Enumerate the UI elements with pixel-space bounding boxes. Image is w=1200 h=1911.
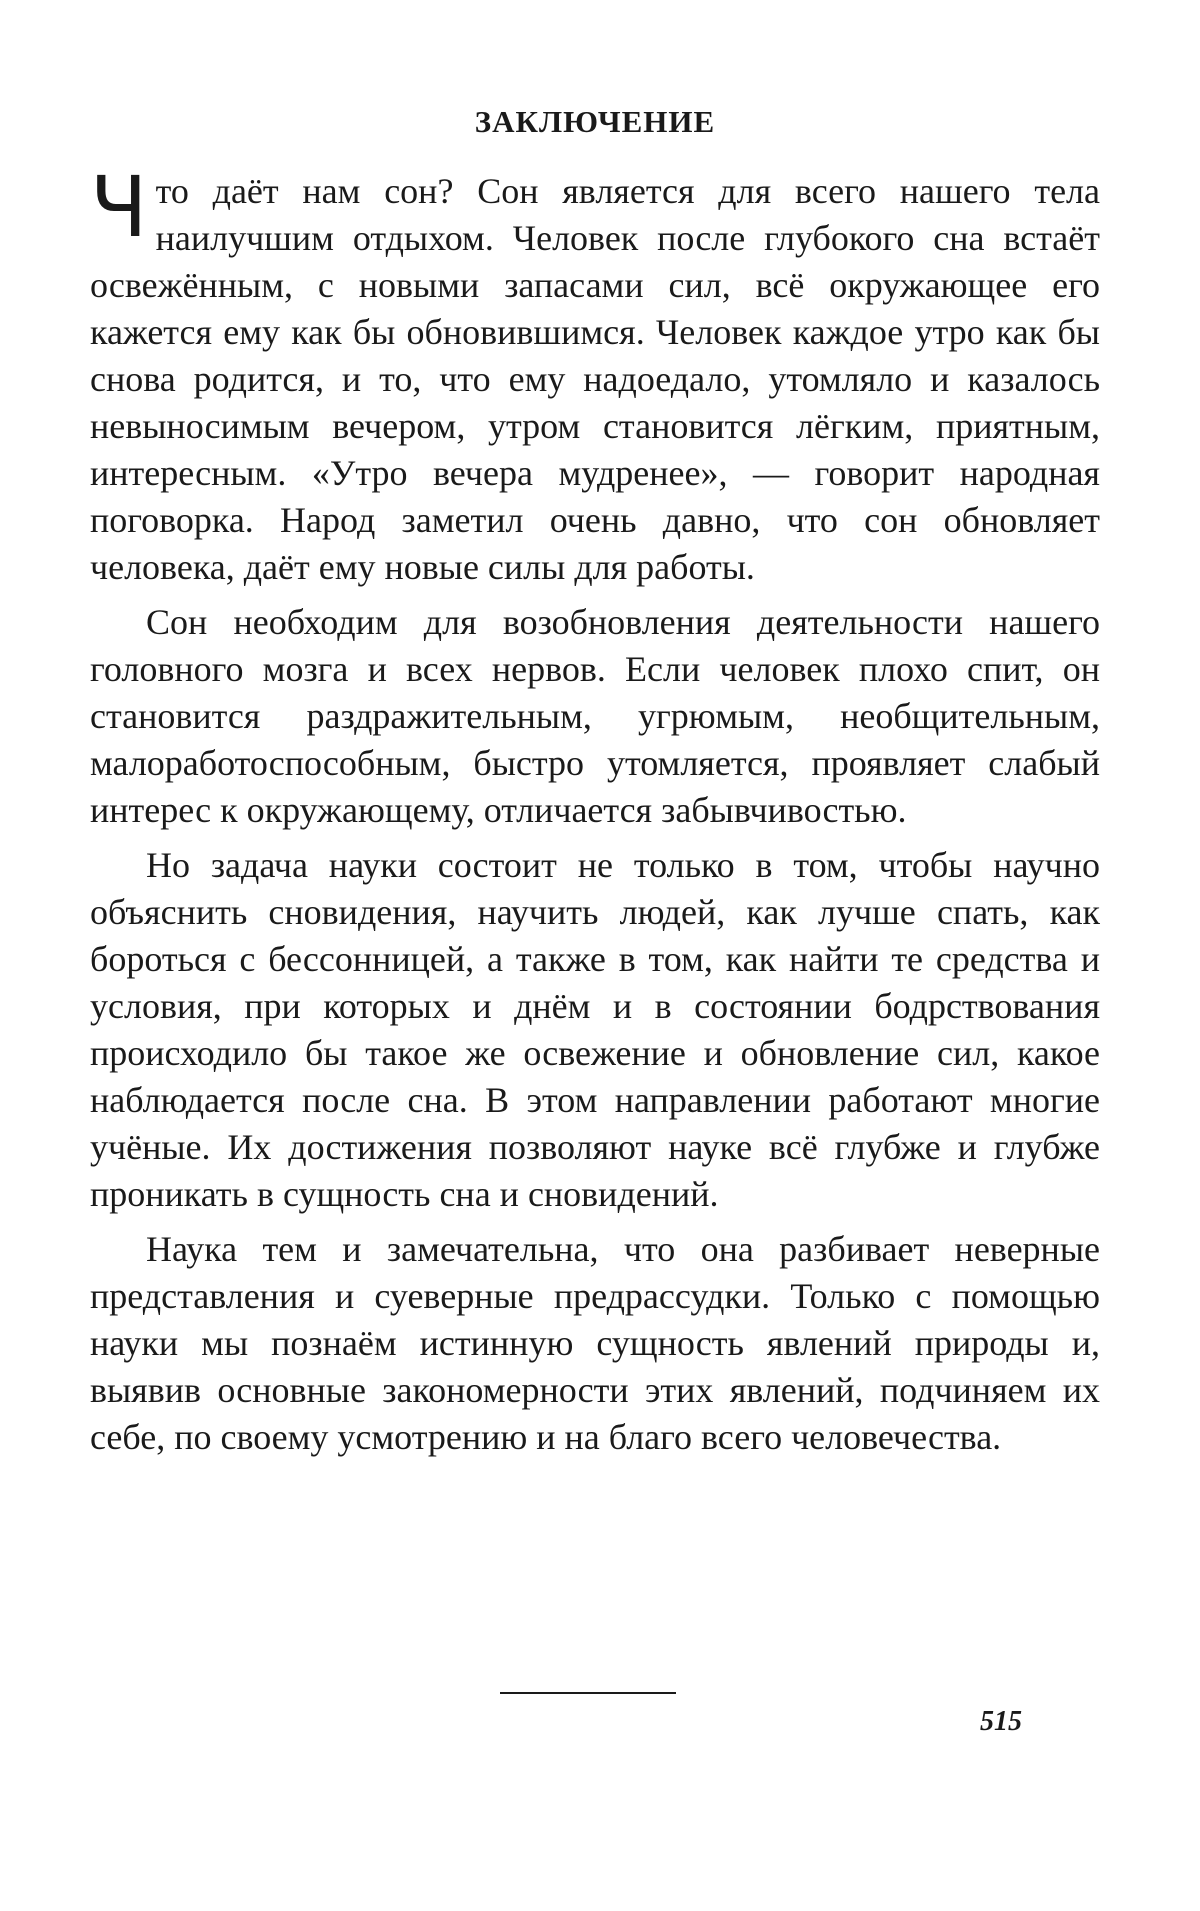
paragraph-1 — [90, 158, 1100, 591]
chapter-title: ЗАКЛЮЧЕНИЕ — [474, 104, 716, 139]
paragraph-3: Но задача науки состоит не только в том, чтобы научно объяснить сновидения, научить людей, как лучше спать, как бороться с бессонницей, а также в том, как найти те средства и условия, при которых и днём и в состоянии бодрствования происходило бы такое же освежение и обновление сил, какое наблюдается после сна. В этом направлении работают многие учёные. Их достижения позволяют науке всё глубже и глубже проникать в сущность сна и сновидений. — [90, 845, 1100, 1214]
paragraph-2: Сон необходим для возобновления деятельности нашего головного мозга и всех нервов. Если человек плохо спит, он становится раздражительным, угрюмым, необщительным, малоработоспособным, быстро утомляется, проявляет слабый интерес к окружающему, отличается забывчивостью. — [90, 602, 1100, 830]
end-divider — [500, 1692, 676, 1694]
book-page — [90, 0, 1100, 1911]
page-number: 515 — [980, 1706, 1022, 1737]
drop-cap-letter: Ч — [90, 158, 148, 256]
paragraph-4: Наука тем и замечательна, что она разбивает неверные представления и суеверные предрассудки. Только с помощью науки мы познаём истинную сущность явлений природы и, выявив основные закономерности этих явлений, подчиняем их себе, по своему усмотрению и на благо всего человечества. — [90, 1229, 1100, 1457]
paragraph-1-text: то даёт нам сон? Сон является для всего нашего тела наилучшим отдыхом. Человек после глубокого сна встаёт освежённым, с новыми запасами сил, всё окружающее его кажется ему как бы обновившимся. Человек каждое утро как бы снова родится, и то, что ему надоедало, утомляло и казалось невыносимым вечером, утром становится лёгким, приятным, интересным. «Утро вечера мудренее», — говорит народная поговорка. Народ заметил очень давно, что сон обновляет человека, даёт ему новые силы для работы. — [90, 171, 1100, 587]
chapter-body — [90, 158, 1100, 1469]
